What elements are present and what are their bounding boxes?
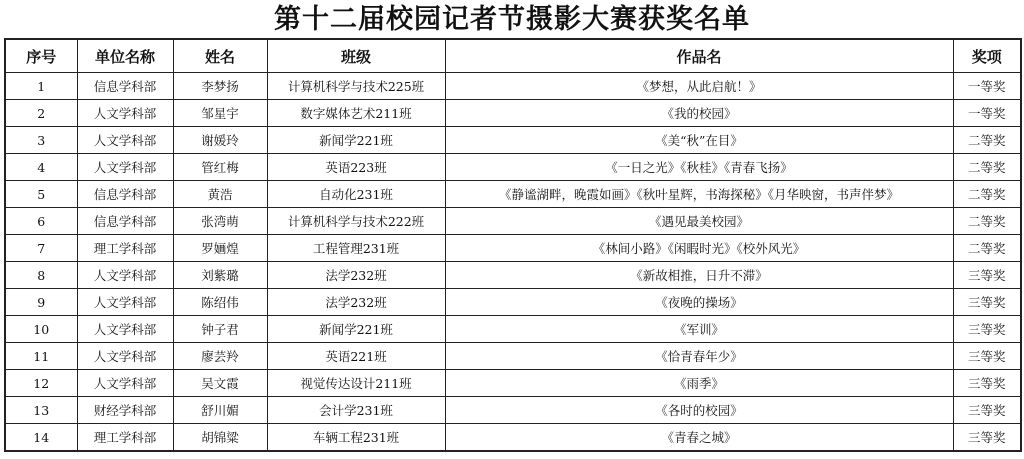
cell-name: 管红梅 <box>173 154 267 181</box>
cell-no: 5 <box>5 181 77 208</box>
cell-work: 《梦想，从此启航！》 <box>445 73 953 100</box>
cell-award: 三等奖 <box>953 424 1021 452</box>
cell-no: 4 <box>5 154 77 181</box>
table-row <box>5 289 1021 316</box>
cell-name: 张湾萌 <box>173 208 267 235</box>
cell-no: 9 <box>5 289 77 316</box>
cell-class: 会计学231班 <box>267 397 445 424</box>
cell-name: 舒川媚 <box>173 397 267 424</box>
column-header-work: 作品名 <box>445 39 953 73</box>
table-row <box>5 100 1021 127</box>
table-row <box>5 343 1021 370</box>
cell-class: 数字媒体艺术211班 <box>267 100 445 127</box>
cell-class: 法学232班 <box>267 262 445 289</box>
cell-class: 法学232班 <box>267 289 445 316</box>
cell-award: 一等奖 <box>953 73 1021 100</box>
table-row <box>5 397 1021 424</box>
cell-work: 《各时的校园》 <box>445 397 953 424</box>
cell-name: 廖芸羚 <box>173 343 267 370</box>
table-row <box>5 262 1021 289</box>
cell-name: 吴文霞 <box>173 370 267 397</box>
cell-award: 三等奖 <box>953 343 1021 370</box>
cell-class: 车辆工程231班 <box>267 424 445 452</box>
cell-award: 三等奖 <box>953 370 1021 397</box>
cell-unit: 人文学科部 <box>77 262 173 289</box>
cell-unit: 理工学科部 <box>77 424 173 452</box>
cell-work: 《静谧湖畔，晚霞如画》《秋叶星辉，书海探秘》《月华映窗，书声伴梦》 <box>445 181 953 208</box>
cell-no: 1 <box>5 73 77 100</box>
cell-work: 《一日之光》《秋桂》《青春飞扬》 <box>445 154 953 181</box>
table-row <box>5 235 1021 262</box>
cell-no: 7 <box>5 235 77 262</box>
cell-award: 二等奖 <box>953 181 1021 208</box>
page-title: 第十二届校园记者节摄影大赛获奖名单 <box>274 4 750 35</box>
cell-work: 《林间小路》《闲暇时光》《校外风光》 <box>445 235 953 262</box>
cell-work: 《军训》 <box>445 316 953 343</box>
cell-no: 12 <box>5 370 77 397</box>
cell-no: 14 <box>5 424 77 452</box>
cell-class: 计算机科学与技术225班 <box>267 73 445 100</box>
cell-award: 三等奖 <box>953 262 1021 289</box>
cell-unit: 人文学科部 <box>77 289 173 316</box>
table-row <box>5 73 1021 100</box>
cell-award: 二等奖 <box>953 127 1021 154</box>
table-row <box>5 208 1021 235</box>
cell-no: 2 <box>5 100 77 127</box>
cell-unit: 人文学科部 <box>77 343 173 370</box>
cell-award: 三等奖 <box>953 289 1021 316</box>
cell-unit: 人文学科部 <box>77 370 173 397</box>
table-row <box>5 181 1021 208</box>
cell-class: 自动化231班 <box>267 181 445 208</box>
cell-award: 三等奖 <box>953 316 1021 343</box>
cell-no: 11 <box>5 343 77 370</box>
cell-name: 谢媛玲 <box>173 127 267 154</box>
cell-unit: 人文学科部 <box>77 316 173 343</box>
cell-work: 《美“秋”在目》 <box>445 127 953 154</box>
cell-unit: 理工学科部 <box>77 235 173 262</box>
cell-unit: 人文学科部 <box>77 100 173 127</box>
cell-award: 三等奖 <box>953 397 1021 424</box>
cell-name: 罗婳煌 <box>173 235 267 262</box>
cell-unit: 信息学科部 <box>77 181 173 208</box>
cell-name: 刘紫璐 <box>173 262 267 289</box>
table-row <box>5 424 1021 452</box>
cell-unit: 财经学科部 <box>77 397 173 424</box>
cell-name: 陈绍伟 <box>173 289 267 316</box>
cell-work: 《青春之城》 <box>445 424 953 452</box>
cell-no: 3 <box>5 127 77 154</box>
cell-name: 邹星宇 <box>173 100 267 127</box>
cell-work: 《遇见最美校园》 <box>445 208 953 235</box>
table-row <box>5 370 1021 397</box>
cell-work: 《夜晚的操场》 <box>445 289 953 316</box>
cell-award: 二等奖 <box>953 235 1021 262</box>
cell-no: 8 <box>5 262 77 289</box>
cell-award: 二等奖 <box>953 154 1021 181</box>
table-row <box>5 127 1021 154</box>
cell-award: 二等奖 <box>953 208 1021 235</box>
column-header-award: 奖项 <box>953 39 1021 73</box>
cell-unit: 人文学科部 <box>77 127 173 154</box>
cell-work: 《新故相推，日升不滞》 <box>445 262 953 289</box>
cell-name: 黄浩 <box>173 181 267 208</box>
column-header-class: 班级 <box>267 39 445 73</box>
cell-work: 《恰青春年少》 <box>445 343 953 370</box>
cell-unit: 信息学科部 <box>77 208 173 235</box>
cell-name: 胡锦粱 <box>173 424 267 452</box>
cell-no: 13 <box>5 397 77 424</box>
cell-unit: 信息学科部 <box>77 73 173 100</box>
cell-class: 工程管理231班 <box>267 235 445 262</box>
table-row <box>5 316 1021 343</box>
cell-no: 10 <box>5 316 77 343</box>
table-header-row <box>5 39 1021 73</box>
cell-class: 英语223班 <box>267 154 445 181</box>
column-header-no: 序号 <box>5 39 77 73</box>
cell-class: 英语221班 <box>267 343 445 370</box>
awards-table <box>4 38 1022 452</box>
cell-unit: 人文学科部 <box>77 154 173 181</box>
cell-name: 钟子君 <box>173 316 267 343</box>
cell-class: 新闻学221班 <box>267 316 445 343</box>
cell-no: 6 <box>5 208 77 235</box>
column-header-name: 姓名 <box>173 39 267 73</box>
table-row <box>5 154 1021 181</box>
cell-name: 李梦扬 <box>173 73 267 100</box>
cell-work: 《我的校园》 <box>445 100 953 127</box>
cell-class: 视觉传达设计211班 <box>267 370 445 397</box>
cell-class: 新闻学221班 <box>267 127 445 154</box>
cell-class: 计算机科学与技术222班 <box>267 208 445 235</box>
cell-award: 一等奖 <box>953 100 1021 127</box>
cell-work: 《雨季》 <box>445 370 953 397</box>
column-header-unit: 单位名称 <box>77 39 173 73</box>
